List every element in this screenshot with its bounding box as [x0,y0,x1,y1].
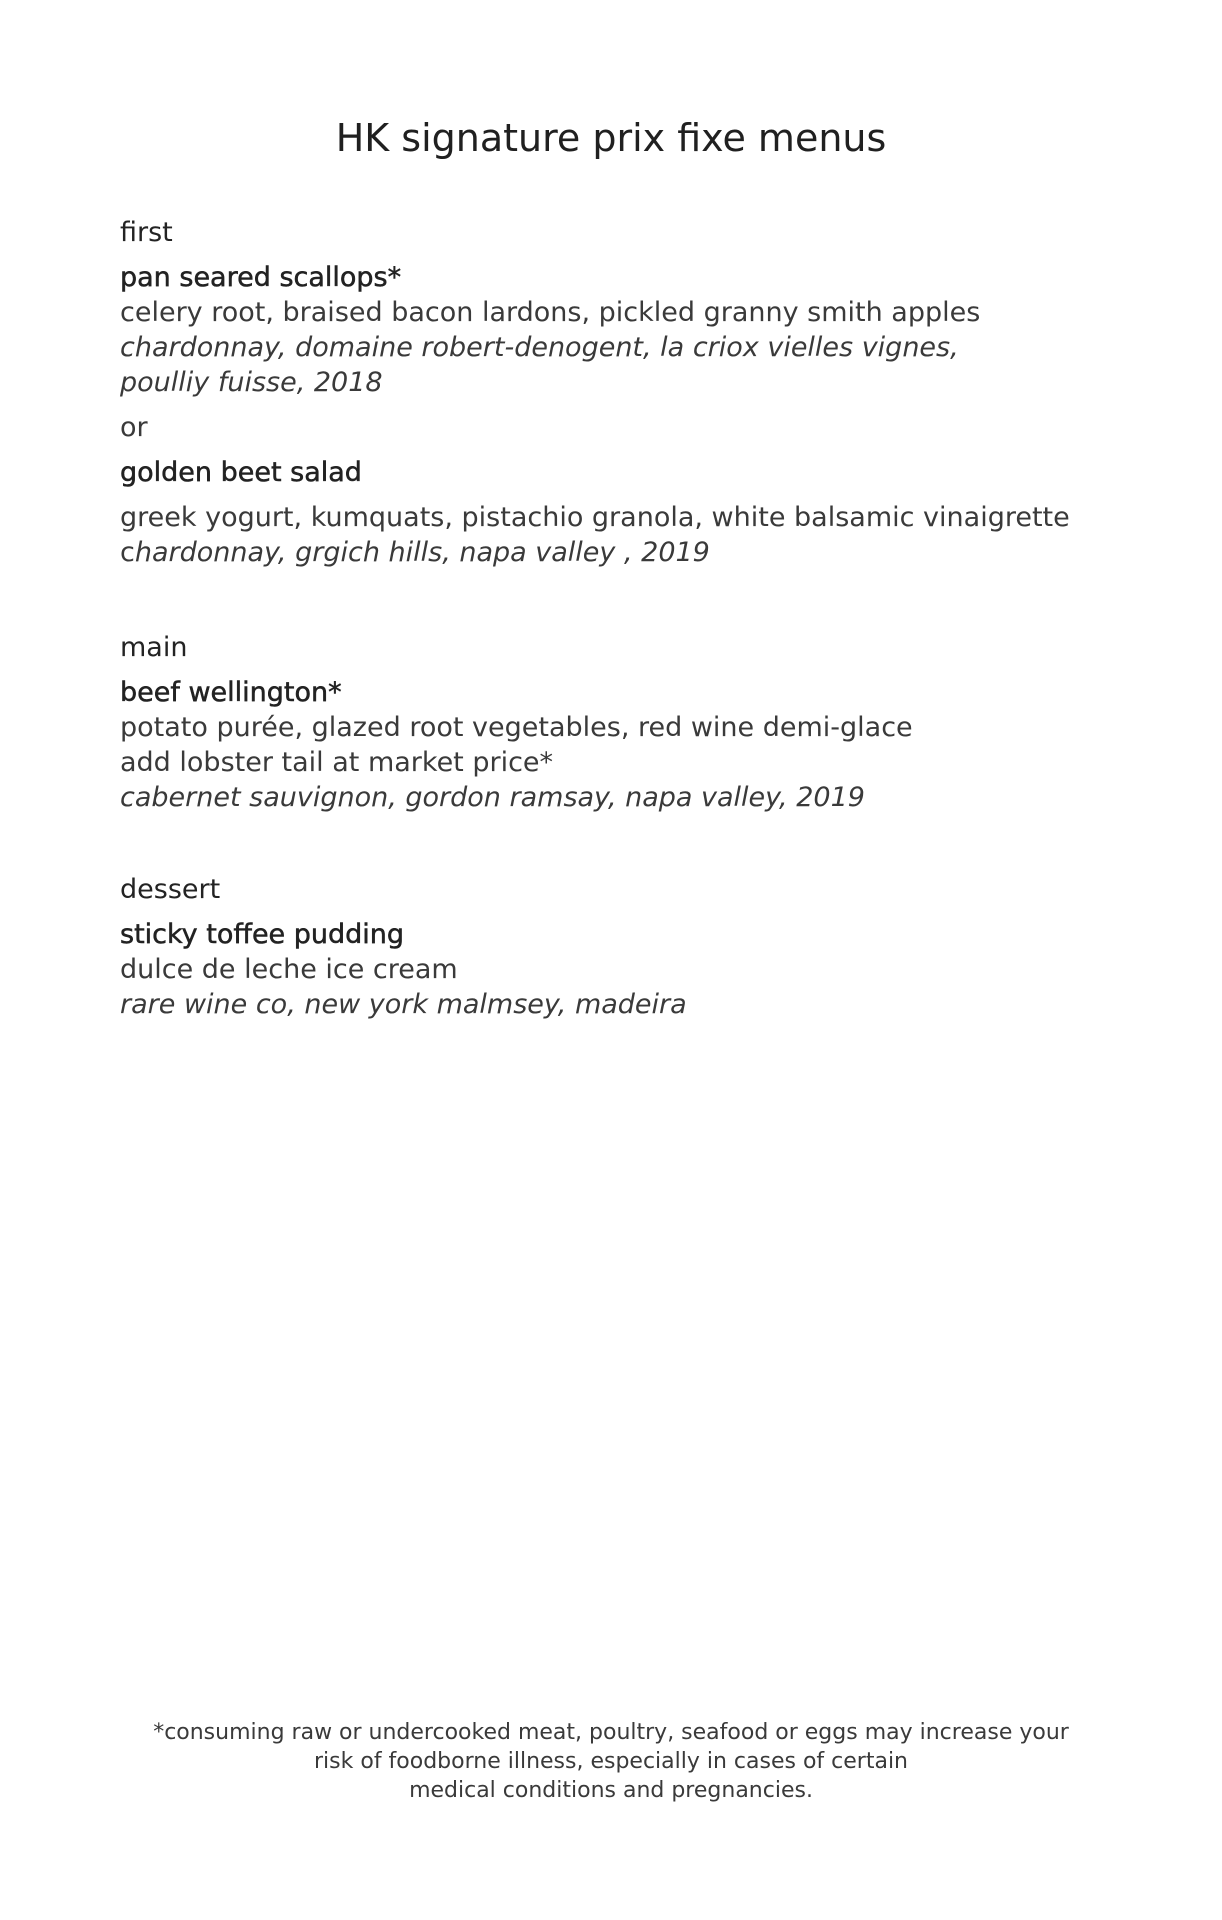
course-main [120,630,1120,815]
disclaimer-line: risk of foodborne illness, especially in cases of certain [314,1749,908,1774]
wine-text: hardonnay, grgich hills, napa valley , 2019 [134,537,710,568]
page-title: HK signature prix fixe menus [335,116,887,160]
wine-pairing: rare wine co, new york malmsey, madeira [120,989,687,1020]
wine-pairing [120,535,1120,570]
dish-golden-beet-salad [120,456,1120,570]
dish-name: golden beet salad [120,457,362,488]
wine-pairing-continued: poulliy fuisse, 2018 [120,367,383,398]
dish-description: dulce de leche ice cream [120,954,458,985]
dish-sticky-toffee-pudding [120,918,1120,1022]
dish-name: beef wellington* [120,677,342,708]
course-dessert [120,872,1120,1022]
wine-pairing: cabernet sauvignon, gordon ramsay, napa valley, 2019 [120,782,865,813]
dish-description: potato purée, glazed root vegetables, red wine demi-glace [120,712,913,743]
dish-beef-wellington [120,676,1120,815]
dish-name: sticky toffee pudding [120,919,405,950]
or-separator: or [120,412,148,443]
dish-description: celery root, braised bacon lardons, pickled granny smith apples [120,297,981,328]
wine-pairing: chardonnay, domaine robert-denogent, la criox vielles vignes, [120,332,959,363]
course-heading-main: main [120,632,188,663]
disclaimer-line: medical conditions and pregnancies. [409,1778,813,1803]
course-first [120,215,1120,570]
dish-description: greek yogurt, kumquats, pistachio granola, white balsamic vinaigrette [120,502,1070,533]
dish-addon: add lobster tail at market price* [120,747,554,778]
disclaimer-line: *consuming raw or undercooked meat, poultry, seafood or eggs may increase your [153,1720,1069,1745]
wine-prefix: c [120,537,135,568]
course-heading-dessert: dessert [120,874,221,905]
food-safety-disclaimer [0,1718,1222,1805]
dish-name: pan seared scallops* [120,262,402,293]
course-heading-first: first [120,217,173,248]
dish-pan-seared-scallops [120,261,1120,400]
